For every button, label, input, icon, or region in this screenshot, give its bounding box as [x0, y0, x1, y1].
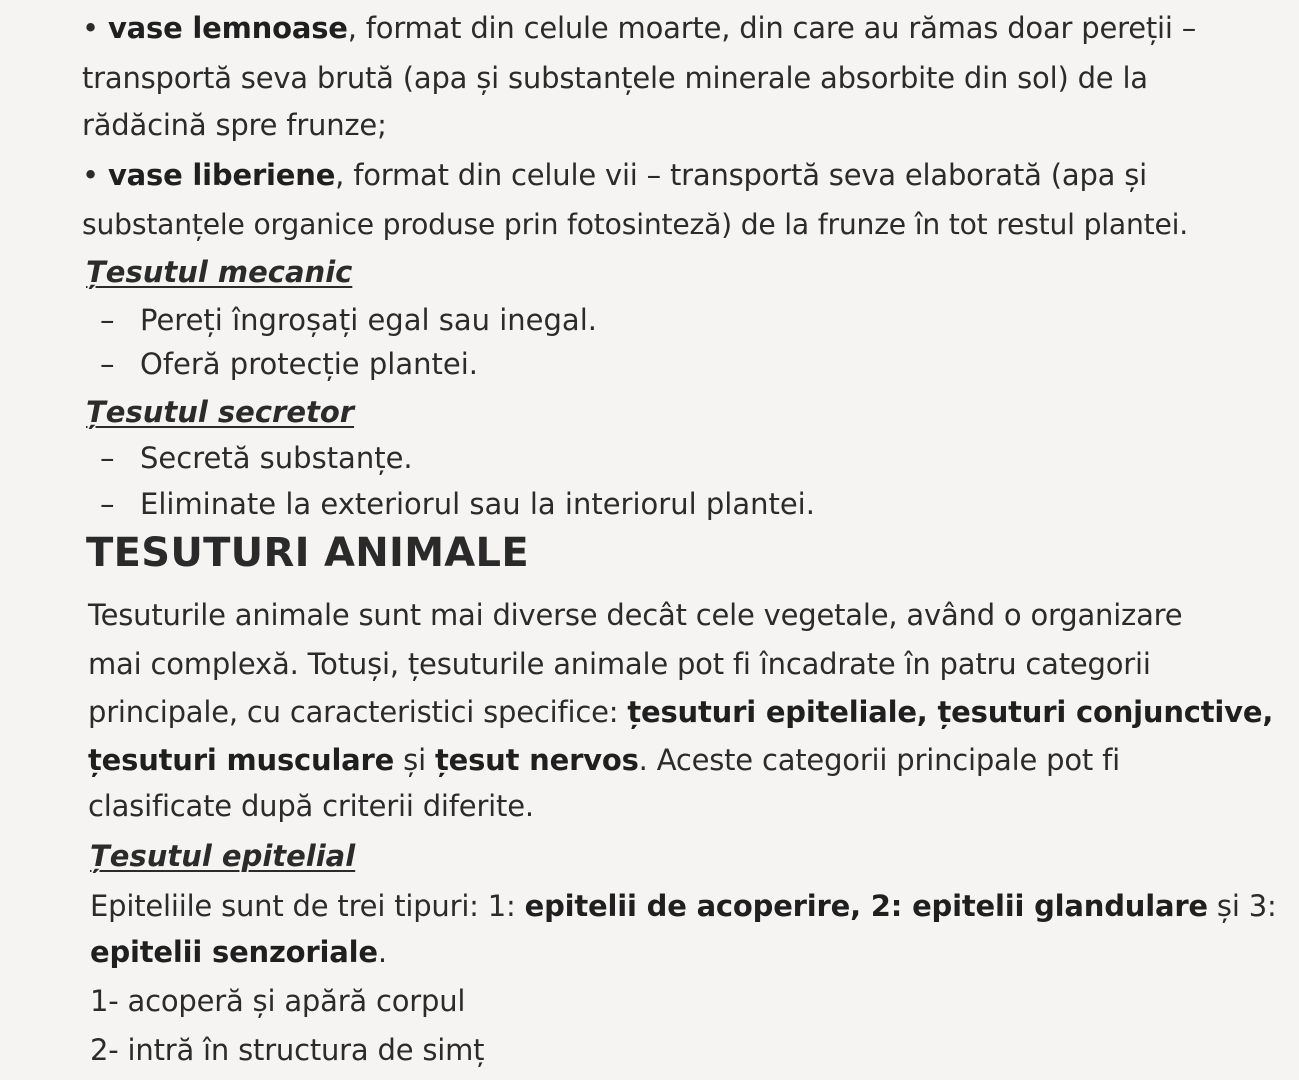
- dash-marker: –: [100, 441, 115, 475]
- intro-line-1: Tesuturile animale sunt mai diverse decât cele vegetale, având o organizare: [88, 598, 1183, 632]
- intro-line-2: mai complexă. Totuși, țesuturile animale pot fi încadrate în patru categorii: [88, 647, 1151, 681]
- vase-liberiene-line-2: substanțele organice produse prin fotosinteză) de la frunze în tot restul plantei.: [82, 208, 1189, 241]
- subheading-tesutul-mecanic: Țesutul mecanic: [86, 255, 353, 289]
- intro-line-3: [88, 692, 1273, 732]
- vase-liberiene-line-1: [82, 155, 1147, 195]
- vase-lemnoase-line-3: rădăcină spre frunze;: [82, 108, 387, 142]
- bold-tesut-nervos: țesut nervos: [434, 743, 639, 777]
- epitelial-line-1: [90, 886, 1277, 926]
- bullet: •: [82, 11, 99, 45]
- subheading-tesutul-secretor: Țesutul secretor: [86, 395, 355, 429]
- epitelial-point-1: 1- acoperă și apără corpul: [90, 984, 466, 1018]
- vase-lemnoase-line-1: [82, 8, 1196, 48]
- epitelial-line-2: [90, 932, 387, 972]
- epitelial-point-2: 2- intră în structura de simț: [90, 1033, 485, 1067]
- epitelial-conj: și 3:: [1207, 889, 1277, 923]
- vase-lemnoase-desc: , format din celule moarte, din care au rămas doar pereții –: [347, 11, 1197, 45]
- list-item-text: Eliminate la exteriorul sau la interiorul plantei.: [140, 487, 815, 521]
- dash-marker: –: [100, 347, 115, 381]
- list-item: [100, 438, 413, 478]
- vase-lemnoase-line-2: transportă seva brută (apa și substanțele minerale absorbite din sol) de la: [82, 61, 1148, 95]
- intro-line-5: clasificate după criterii diferite.: [88, 789, 534, 823]
- bold-tesuturi-musculare: țesuturi musculare: [88, 743, 395, 777]
- term-vase-liberiene: vase liberiene: [107, 158, 336, 192]
- subheading-tesutul-epitelial: Țesutul epitelial: [90, 839, 356, 873]
- bold-epitelii-senzoriale: epitelii senzoriale: [90, 935, 378, 969]
- list-item-text: Secretă substanțe.: [140, 441, 413, 475]
- bullet: •: [82, 158, 99, 192]
- list-item: [100, 300, 597, 340]
- vase-liberiene-desc: , format din celule vii – transportă seva elaborată (apa și: [335, 158, 1148, 192]
- epitelial-intro: Epiteliile sunt de trei tipuri: 1:: [90, 889, 525, 923]
- list-item: [100, 344, 478, 384]
- intro-line-4: [88, 740, 1120, 780]
- intro-line-3-text: principale, cu caracteristici specifice:: [88, 695, 628, 729]
- intro-line-4-rest: . Aceste categorii principale pot fi: [638, 743, 1120, 777]
- bold-categories: țesuturi epiteliale, țesuturi conjunctive,: [627, 695, 1274, 729]
- term-vase-lemnoase: vase lemnoase: [107, 11, 348, 45]
- conjunction: și: [394, 743, 435, 777]
- dash-marker: –: [100, 303, 115, 337]
- list-item-text: Pereți îngroșați egal sau inegal.: [140, 303, 597, 337]
- section-heading-tesuturi-animale: TESUTURI ANIMALE: [86, 530, 529, 576]
- list-item-text: Oferă protecție plantei.: [140, 347, 478, 381]
- dash-marker: –: [100, 487, 115, 521]
- bold-epitelii-types: epitelii de acoperire, 2: epitelii glandulare: [524, 889, 1208, 923]
- list-item: [100, 484, 815, 524]
- period: .: [377, 935, 387, 969]
